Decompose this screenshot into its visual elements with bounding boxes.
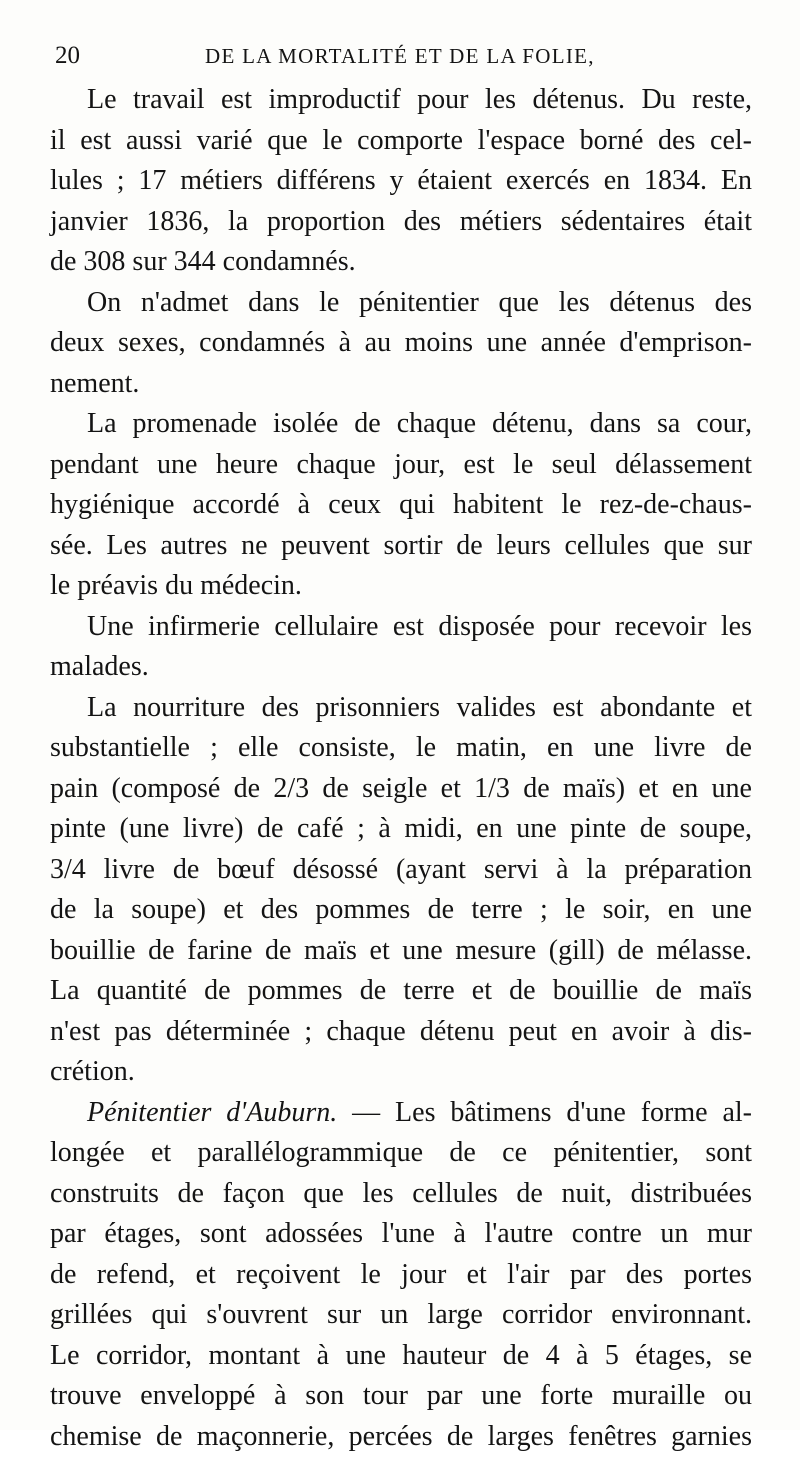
- text-line: par étages, sont adossées l'une à l'autre contre un mur: [50, 1214, 752, 1255]
- text-line: construits de façon que les cellules de nuit, distribuées: [50, 1174, 752, 1215]
- running-title: DE LA MORTALITÉ ET DE LA FOLIE,: [205, 44, 595, 69]
- text-line: crétion.: [50, 1052, 752, 1093]
- page-number: 20: [55, 42, 80, 70]
- paragraph-infirmary: [50, 607, 752, 688]
- text-line: deux sexes, condamnés à au moins une année d'emprison-: [50, 323, 752, 364]
- text-line: La nourriture des prisonniers valides est abondante et: [50, 688, 752, 729]
- text-line: 3/4 livre de bœuf désossé (ayant servi à la préparation: [50, 850, 752, 891]
- text-line: lules ; 17 métiers différens y étaient exercés en 1834. En: [50, 161, 752, 202]
- text-line: de 308 sur 344 condamnés.: [50, 242, 752, 283]
- text-line: de refend, et reçoivent le jour et l'air par des portes: [50, 1255, 752, 1296]
- body-text: [50, 80, 752, 1457]
- text-line: La promenade isolée de chaque détenu, dans sa cour,: [50, 404, 752, 445]
- text-line: bouillie de farine de maïs et une mesure (gill) de mélasse.: [50, 931, 752, 972]
- text-line: La quantité de pommes de terre et de bouillie de maïs: [50, 971, 752, 1012]
- text-line: [50, 1093, 752, 1134]
- text-line: substantielle ; elle consiste, le matin, en une livre de: [50, 728, 752, 769]
- text-line: grillées qui s'ouvrent sur un large corridor environnant.: [50, 1295, 752, 1336]
- text-line: n'est pas déterminée ; chaque détenu peut en avoir à dis-: [50, 1012, 752, 1053]
- text-line-rest: — Les bâtimens d'une forme al-: [337, 1097, 752, 1128]
- text-line: Une infirmerie cellulaire est disposée pour recevoir les: [50, 607, 752, 648]
- paragraph-food: [50, 688, 752, 1093]
- text-line: On n'admet dans le pénitentier que les détenus des: [50, 283, 752, 324]
- text-line: malades.: [50, 647, 752, 688]
- text-line: pinte (une livre) de café ; à midi, en une pinte de soupe,: [50, 809, 752, 850]
- section-lead-italic: Pénitentier d'Auburn.: [87, 1097, 337, 1128]
- running-head: [55, 40, 755, 74]
- paragraph-work: [50, 80, 752, 283]
- text-line: de la soupe) et des pommes de terre ; le soir, en une: [50, 890, 752, 931]
- paragraph-promenade: [50, 404, 752, 607]
- text-line: nement.: [50, 364, 752, 405]
- text-line: le préavis du médecin.: [50, 566, 752, 607]
- text-line: sée. Les autres ne peuvent sortir de leurs cellules que sur: [50, 526, 752, 567]
- text-line: janvier 1836, la proportion des métiers sédentaires était: [50, 202, 752, 243]
- text-line: Le travail est improductif pour les détenus. Du reste,: [50, 80, 752, 121]
- text-line: trouve enveloppé à son tour par une forte muraille ou: [50, 1376, 752, 1417]
- text-line: hygiénique accordé à ceux qui habitent le rez-de-chaus-: [50, 485, 752, 526]
- paragraph-auburn: [50, 1093, 752, 1457]
- text-line: pain (composé de 2/3 de seigle et 1/3 de maïs) et en une: [50, 769, 752, 810]
- text-line: chemise de maçonnerie, percées de larges fenêtres garnies: [50, 1417, 752, 1457]
- text-line: Le corridor, montant à une hauteur de 4 à 5 étages, se: [50, 1336, 752, 1377]
- text-line: pendant une heure chaque jour, est le seul délassement: [50, 445, 752, 486]
- text-line: longée et parallélogrammique de ce pénitentier, sont: [50, 1133, 752, 1174]
- paragraph-admission: [50, 283, 752, 405]
- text-line: il est aussi varié que le comporte l'espace borné des cel-: [50, 121, 752, 162]
